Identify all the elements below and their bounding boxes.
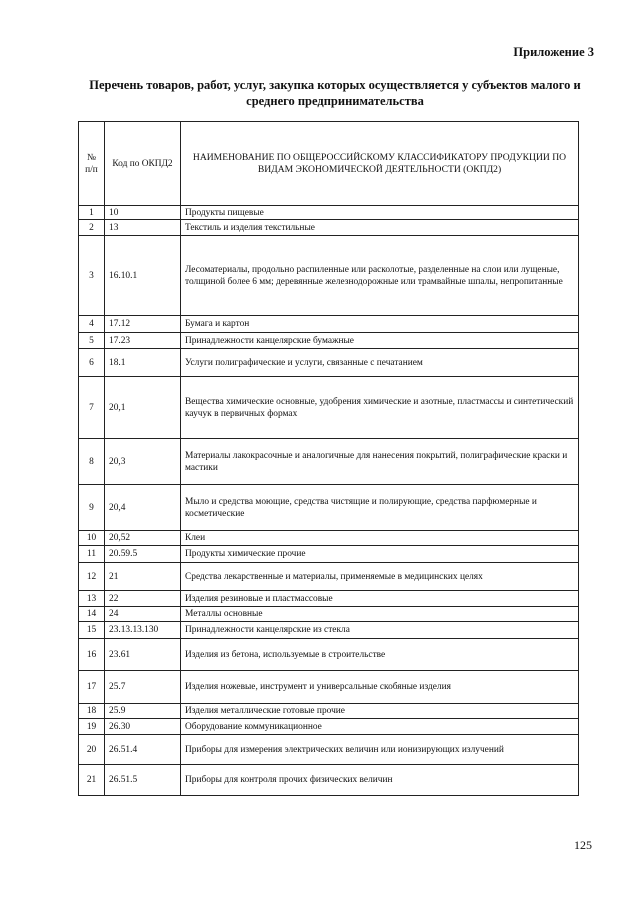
table-row [79,622,579,639]
row-number: 12 [79,563,105,591]
row-code: 10 [105,206,181,220]
table-row [79,765,579,796]
table-row [79,735,579,765]
table-row [79,206,579,220]
row-number: 21 [79,765,105,796]
row-code: 21 [105,563,181,591]
row-number: 8 [79,439,105,485]
row-code: 13 [105,220,181,236]
table-row [79,563,579,591]
row-code: 17.23 [105,333,181,349]
row-name: Принадлежности канцелярские бумажные [181,333,579,349]
row-code: 18.1 [105,349,181,377]
table-row [79,485,579,531]
row-number: 5 [79,333,105,349]
table-body [79,206,579,796]
row-number: 20 [79,735,105,765]
row-code: 25.7 [105,671,181,704]
row-name: Клеи [181,531,579,546]
row-number: 13 [79,591,105,607]
row-name: Изделия из бетона, используемые в строительстве [181,639,579,671]
row-name: Средства лекарственные и материалы, применяемые в медицинских целях [181,563,579,591]
row-code: 20,4 [105,485,181,531]
row-number: 2 [79,220,105,236]
row-name: Приборы для измерения электрических величин или ионизирующих излучений [181,735,579,765]
table-row [79,704,579,719]
row-number: 17 [79,671,105,704]
row-name: Материалы лакокрасочные и аналогичные для нанесения покрытий, полиграфические краски и мастики [181,439,579,485]
row-code: 16.10.1 [105,236,181,316]
table-row [79,639,579,671]
row-name: Лесоматериалы, продольно распиленные или расколотые, разделенные на слои или лущеные, толщиной более 6 мм; деревянные железнодорожные или трамвайные шпалы, непропитанные [181,236,579,316]
row-name: Текстиль и изделия текстильные [181,220,579,236]
row-code: 20,52 [105,531,181,546]
row-number: 1 [79,206,105,220]
table-row [79,377,579,439]
table-header-row [79,122,579,206]
table-row [79,333,579,349]
row-code: 23.13.13.130 [105,622,181,639]
table-row [79,349,579,377]
header-code: Код по ОКПД2 [105,122,181,206]
row-code: 24 [105,607,181,622]
row-number: 10 [79,531,105,546]
row-name: Оборудование коммуникационное [181,719,579,735]
row-code: 20,1 [105,377,181,439]
header-name: НАИМЕНОВАНИЕ ПО ОБЩЕРОССИЙСКОМУ КЛАССИФИКАТОРУ ПРОДУКЦИИ ПО ВИДАМ ЭКОНОМИЧЕСКОЙ ДЕЯТЕЛЬНОСТИ (ОКПД2) [181,122,579,206]
table-row [79,220,579,236]
page-number: 125 [574,838,592,852]
row-code: 20,3 [105,439,181,485]
row-code: 23.61 [105,639,181,671]
row-name: Продукты пищевые [181,206,579,220]
row-number: 4 [79,316,105,333]
row-code: 26.51.4 [105,735,181,765]
table-row [79,439,579,485]
row-number: 19 [79,719,105,735]
row-code: 20.59.5 [105,546,181,563]
row-name: Металлы основные [181,607,579,622]
row-number: 11 [79,546,105,563]
row-name: Изделия металлические готовые прочие [181,704,579,719]
table-row [79,546,579,563]
table-row [79,531,579,546]
row-name: Приборы для контроля прочих физических величин [181,765,579,796]
row-name: Продукты химические прочие [181,546,579,563]
row-name: Мыло и средства моющие, средства чистящие и полирующие, средства парфюмерные и косметические [181,485,579,531]
row-name: Изделия резиновые и пластмассовые [181,591,579,607]
row-number: 9 [79,485,105,531]
row-name: Услуги полиграфические и услуги, связанные с печатанием [181,349,579,377]
row-number: 6 [79,349,105,377]
appendix-label: Приложение 3 [513,45,594,59]
row-number: 14 [79,607,105,622]
row-code: 22 [105,591,181,607]
row-code: 25.9 [105,704,181,719]
row-name: Вещества химические основные, удобрения химические и азотные, пластмассы и синтетический каучук в первичных формах [181,377,579,439]
table-row [79,719,579,735]
table-row [79,236,579,316]
document-title: Перечень товаров, работ, услуг, закупка которых осуществляется у субъектов малого и среднего предпринимательства [89,78,581,108]
row-number: 3 [79,236,105,316]
row-name: Изделия ножевые, инструмент и универсальные скобяные изделия [181,671,579,704]
okpd2-table [78,121,579,796]
row-code: 17.12 [105,316,181,333]
row-number: 18 [79,704,105,719]
row-code: 26.51.5 [105,765,181,796]
row-number: 16 [79,639,105,671]
row-number: 15 [79,622,105,639]
row-code: 26.30 [105,719,181,735]
table-row [79,591,579,607]
table-row [79,671,579,704]
header-number: № п/п [79,122,105,206]
row-name: Принадлежности канцелярские из стекла [181,622,579,639]
row-number: 7 [79,377,105,439]
row-name: Бумага и картон [181,316,579,333]
table-row [79,607,579,622]
table-row [79,316,579,333]
